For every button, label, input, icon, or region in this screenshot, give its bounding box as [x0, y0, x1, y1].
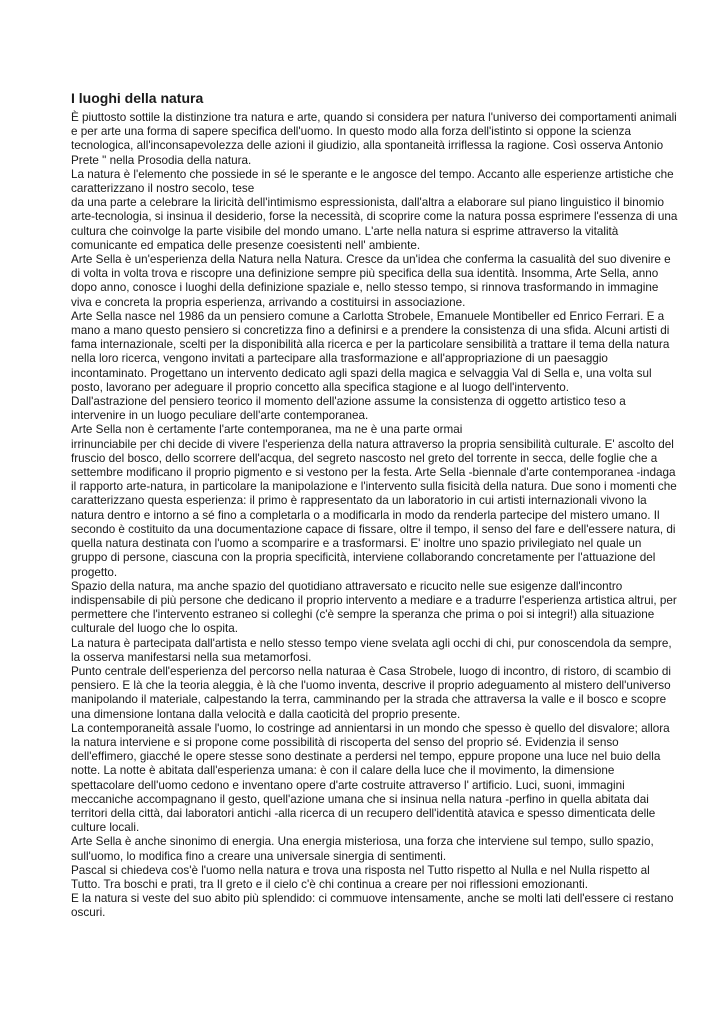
- text-line: secondo è costituito da una documentazione capace di fissare, oltre il tempo, il senso del fare e dell'essere natura, di: [71, 522, 676, 536]
- text-line: sull'uomo, lo modifica fino a creare una universale sinergia di sentimenti.: [71, 849, 447, 863]
- text-line: incontaminato. Progettano un intervento dedicato agli spazi della magica e selvaggia Val di Sella e, una volta sul: [71, 366, 652, 380]
- text-line: territori della città, dai laboratori antichi -alla ricerca di un recupero dell'identità atavica e spesso dimenticata delle: [71, 806, 656, 820]
- text-line: caratterizzano il nostro secolo, tese: [71, 182, 255, 196]
- text-line: La natura è partecipata dall'artista e nello stesso tempo viene svelata agli occhi di chi, pur conoscendola da sempre,: [71, 636, 672, 650]
- text-line: intervenire in un luogo peculiare dell'arte contemporanea.: [71, 409, 369, 423]
- paragraph: [71, 665, 705, 722]
- text-line: dopo anno, conosce i luoghi della definizione spaziale e, nello stesso tempo, si rinnova trasformando in immagine: [71, 281, 659, 295]
- text-line: culturale del luogo che lo ospita.: [71, 622, 238, 636]
- text-line: settembre modificano il proprio pigmento e si vestono per la festa. Arte Sella -biennale d'arte contemporanea -indaga: [71, 466, 676, 480]
- text-line: Dall'astrazione del pensiero teorico il momento dell'azione assume la consistenza di oggetto artistico teso a: [71, 395, 626, 409]
- text-line: mano a mano questo pensiero si concretizza fino a definirsi e a prendere la consistenza di una sfida. Alcuni artisti di: [71, 324, 670, 338]
- text-line: La contemporaneità assale l'uomo, lo costringe ad annientarsi in un mondo che spesso è quello del disvalore; allora: [71, 721, 670, 735]
- paragraph: [71, 580, 705, 637]
- document-page: [71, 90, 705, 921]
- paragraph: [71, 395, 705, 423]
- paragraph: [71, 864, 705, 892]
- paragraph: [71, 111, 705, 168]
- text-line: natura dentro e intorno a sé fino a completarla o a modificarla in modo da renderla partecipe del mistero umano. Il: [71, 508, 660, 522]
- text-line: progetto.: [71, 565, 118, 579]
- text-line: spettacolare dell'uomo cedono e inventano opere d'arte costruite attraverso l' artificio. Luci, suoni, immagini: [71, 778, 625, 792]
- text-line: fama internazionale, scelti per la disponibilità alla ricerca e per la particolare sensibilità a trattare il tema della natura: [71, 338, 670, 352]
- text-line: Punto centrale dell'esperienza del percorso nella naturaa è Casa Strobele, luogo di incontro, di ristoro, di scambio di: [71, 664, 671, 678]
- text-line: comunicante ed empatica delle presenze coesistenti nell' ambiente.: [71, 238, 421, 252]
- text-line: Pascal si chiedeva cos'è l'uomo nella natura e trova una risposta nel Tutto rispetto al Nulla e nel Nulla rispetto al: [71, 863, 650, 877]
- text-line: permettere che l'intervento estraneo si colleghi (c'è sempre la speranza che prima o poi si integri!) alla situazione: [71, 608, 655, 622]
- text-line: la osserva manifestarsi nella sua metamorfosi.: [71, 650, 312, 664]
- text-line: quella natura destinata con l'uomo a scomparire e a trasformarsi. E' inoltre uno spazio privilegiato nel quale un: [71, 537, 642, 551]
- document-title: I luoghi della natura: [71, 90, 204, 106]
- text-line: E la natura si veste del suo abito più splendido: ci commuove intensamente, anche se molti lati dell'essere ci restano: [71, 892, 674, 906]
- paragraph: [71, 722, 705, 836]
- text-line: dell'effimero, giacché le opere stesse sono destinate a perdersi nel tempo, eppure propone una luce nel buio della: [71, 750, 661, 764]
- text-line: di volta in volta trova e riscopre una definizione sempre più specifica della sua identità. Insomma, Arte Sella, anno: [71, 267, 659, 281]
- text-line: manipolando il materiale, calpestando la terra, camminando per la strada che attraversa la valle e il bosco e scopre: [71, 693, 667, 707]
- text-line: Spazio della natura, ma anche spazio del quotidiano attraversato e ricucito nelle sue esigenze dall'incontro: [71, 579, 623, 593]
- text-line: fruscio del bosco, dello scorrere dell'acqua, del segreto nascosto nel greto del torrente in secca, delle foglie che a: [71, 451, 658, 465]
- text-line: caratterizzano questa esperienza: il primo è rappresentato da un laboratorio in cui artisti internazionali vivono la: [71, 494, 647, 508]
- text-line: arte-tecnologia, si insinua il desiderio, forse la necessità, di scoprire come la natura possa esprimere l'essenza di una: [71, 210, 678, 224]
- text-line: tecnologica, all'inconsapevolezza delle azioni il giudizio, alla spontaneità irriflessa la ragione. Così osserva Antonio: [71, 139, 664, 153]
- paragraph: [71, 310, 705, 395]
- text-line: posto, lavorano per adeguare il proprio concetto alla specifica stagione e al luogo dell'intervento.: [71, 380, 569, 394]
- text-line: indispensabile di più persone che dedicano il proprio intervento a mediare e a tradurre l'esperienza artistica altrui, per: [71, 593, 677, 607]
- text-line: Arte Sella non è certamente l'arte contemporanea, ma ne è una parte ormai: [71, 423, 463, 437]
- paragraph: [71, 168, 705, 253]
- paragraph: [71, 253, 705, 310]
- paragraph: [71, 892, 705, 920]
- text-line: e per arte una forma di sapere specifica dell'uomo. In questo modo alla forza dell'istinto si oppone la scienza: [71, 125, 631, 139]
- text-line: oscuri.: [71, 906, 106, 920]
- text-line: culture locali.: [71, 821, 140, 835]
- text-line: È piuttosto sottile la distinzione tra natura e arte, quando si considera per natura l'universo dei comportamenti animali: [71, 111, 677, 124]
- text-line: Arte Sella nasce nel 1986 da un pensiero comune a Carlotta Strobele, Emanuele Montibeller ed Enrico Ferrari. E a: [71, 309, 665, 323]
- text-line: La natura è l'elemento che possiede in sé le sperante e le angosce del tempo. Accanto alle esperienze artistiche che: [71, 167, 674, 181]
- paragraph: [71, 423, 705, 579]
- paragraph: [71, 835, 705, 863]
- text-line: una dimensione lontana dalla velocità e dalla caoticità del proprio presente.: [71, 707, 461, 721]
- text-line: Prete " nella Prosodia della natura.: [71, 153, 252, 167]
- text-line: da una parte a celebrare la liricità dell'intimismo espressionista, dall'altra a elaborare sul piano linguistico il binomio: [71, 196, 665, 210]
- text-line: pensiero. E là che la teoria aleggia, è là che l'uomo inventa, descrive il proprio adeguamento al mistero dell'universo: [71, 679, 671, 693]
- text-line: cultura che coinvolge la parte visibile del mondo umano. L'arte nella natura si esprime attraverso la vitalità: [71, 224, 619, 238]
- text-line: il rapporto arte-natura, in particolare la manipolazione e l'intervento sulla fisicità della natura. Due sono i momenti che: [71, 480, 677, 494]
- text-line: meccaniche accompagnano il gesto, quell'azione umana che si insinua nella natura -perfino in quella abitata dai: [71, 792, 649, 806]
- text-line: Tutto. Tra boschi e prati, tra Il greto e il cielo c'è chi continua a creare per noi riflessioni emozionanti.: [71, 877, 588, 891]
- text-line: viva e concreta la propria esperienza, arrivando a costituirsi in associazione.: [71, 295, 466, 309]
- text-line: notte. La notte è abitata dall'esperienza umana: è con il calare della luce che il movimento, la dimensione: [71, 764, 615, 778]
- text-line: Arte Sella è anche sinonimo di energia. Una energia misteriosa, una forza che interviene sul tempo, sullo spazio,: [71, 835, 654, 849]
- text-line: nella loro ricerca, vengono invitati a partecipare alla trasformazione e all'appropriazione di un paesaggio: [71, 352, 608, 366]
- text-line: la natura interviene e si propone come possibilità di riscoperta del senso del proprio sé. Evidenzia il senso: [71, 735, 619, 749]
- text-line: irrinunciabile per chi decide di vivere l'esperienza della natura attraverso la propria sensibilità culturale. E' ascolto del: [71, 437, 674, 451]
- paragraph: [71, 637, 705, 665]
- text-line: Arte Sella è un'esperienza della Natura nella Natura. Cresce da un'idea che conferma la casualità del suo divenire e: [71, 253, 671, 267]
- document-body: [71, 111, 705, 921]
- text-line: gruppo di persone, ciascuna con la propria specificità, interviene collaborando concretamente per l'attuazione del: [71, 551, 656, 565]
